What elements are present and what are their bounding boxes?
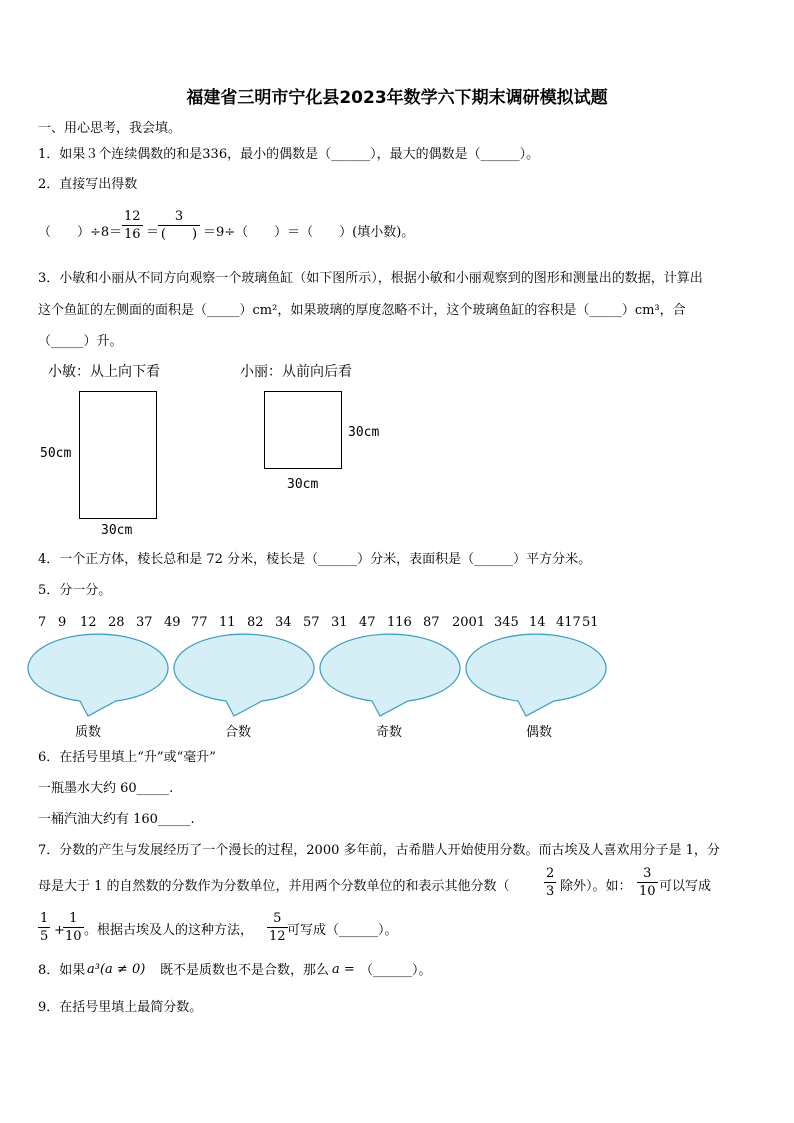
number-item: 37 (136, 615, 153, 630)
frac-den: 5 (40, 929, 49, 944)
category-prime: 质数 (75, 725, 102, 740)
number-item: 57 (303, 615, 320, 630)
top-view-height-label: 50cm (40, 446, 72, 461)
question-8-prefix: 8．如果 (38, 963, 86, 978)
number-item: 28 (108, 615, 125, 630)
number-item: 34 (275, 615, 292, 630)
xiaoli-caption: 小丽：从前向后看 (240, 364, 352, 380)
q7-fraction-3-10 (637, 867, 658, 898)
bubble-odd (320, 634, 460, 716)
number-item: 49 (164, 615, 181, 630)
q7-fraction-2-3 (544, 867, 556, 898)
frac-den: 12 (269, 929, 286, 944)
q2-frac1-den: 16 (124, 227, 141, 242)
category-even: 偶数 (526, 725, 553, 740)
number-item: 345 (494, 615, 519, 630)
q7-fraction-1-5 (38, 912, 50, 943)
frac-num: 5 (273, 911, 282, 926)
category-odd: 奇数 (376, 725, 403, 740)
question-4: 4．一个正方体，棱长总和是 72 分米，棱长是（______）分米，表面积是（______）平方分米。 (38, 552, 592, 567)
question-8-suffix: （______）。 (360, 963, 432, 978)
bubble-even (466, 634, 606, 716)
number-item: 77 (191, 615, 208, 630)
q7-fraction-1-10 (63, 912, 84, 943)
q2-part1: （ ）÷8＝ (38, 225, 123, 240)
number-item: 7 (38, 615, 47, 630)
frac-num: 3 (643, 866, 652, 881)
number-item: 2001 (452, 615, 486, 630)
frac-num: 1 (69, 911, 78, 926)
page-title: 福建省三明市宁化县2023年数学六下期末调研模拟试题 (186, 88, 608, 108)
question-9: 9．在括号里填上最简分数。 (38, 1000, 203, 1015)
question-8-expression: a³(a ≠ 0) (87, 962, 146, 977)
q2-frac1-num: 12 (124, 209, 141, 224)
q7-plus: + (54, 923, 65, 938)
q7-fraction-5-12 (267, 912, 288, 943)
q2-eq: ＝ (146, 225, 160, 240)
q2-frac2-num: 3 (174, 209, 184, 224)
question-3-line2: 这个鱼缸的左侧面的面积是（_____）cm²，如果玻璃的厚度忽略不计，这个玻璃鱼缸的容积是（_____）cm³，合 (38, 303, 686, 318)
question-7-line2b: 除外）。如： (560, 879, 632, 894)
number-item: 12 (80, 615, 97, 630)
question-6-line1: 一瓶墨水大约 60_____. (38, 781, 174, 796)
number-item: 47 (359, 615, 376, 630)
q2-part2: ＝9÷（ ）＝（ ）(填小数)。 (203, 225, 415, 240)
question-8-middle: 既不是质数也不是合数，那么 (160, 963, 330, 978)
question-7-line1: 7．分数的产生与发展经历了一个漫长的过程，2000 多年前，古希腊人开始使用分数。而古埃及人喜欢用分子是 1，分 (38, 843, 720, 858)
question-8-var: a = (332, 962, 355, 977)
xiaomin-caption: 小敏：从上向下看 (48, 364, 160, 380)
number-item: 11 (219, 615, 236, 630)
question-1: 1．如果３个连续偶数的和是336，最小的偶数是（______），最大的偶数是（______）。 (38, 147, 540, 162)
number-item: 51 (582, 615, 599, 630)
number-item: 116 (387, 615, 412, 630)
frac-num: 1 (40, 911, 49, 926)
question-3-line1: 3．小敏和小丽从不同方向观察一个玻璃鱼缸（如下图所示），根据小敏和小丽观察到的图形和测量出的数据，计算出 (38, 271, 703, 286)
question-5-label: 5．分一分。 (38, 583, 112, 598)
frac-den: 3 (546, 884, 555, 899)
question-7-line3a: 。根据古埃及人的这种方法， (84, 923, 254, 938)
number-item: 14 (529, 615, 546, 630)
question-6-line2: 一桶汽油大约有 160_____. (38, 812, 195, 827)
question-6-label: 6．在括号里填上“升”或“毫升” (38, 750, 216, 765)
top-view-width-label: 30cm (101, 523, 133, 538)
number-item: 31 (331, 615, 348, 630)
section-heading: 一、用心思考，我会填。 (38, 121, 182, 136)
question-3-line3: （_____）升。 (38, 334, 123, 349)
bubble-composite (174, 634, 314, 716)
number-item: 87 (423, 615, 440, 630)
question-2-label: 2．直接写出得数 (38, 177, 138, 192)
question-7-line3b: 可写成（______）。 (287, 923, 398, 938)
number-item: 9 (58, 615, 67, 630)
category-composite: 合数 (225, 725, 252, 740)
front-view-height-label: 30cm (348, 425, 380, 440)
frac-num: 2 (546, 866, 555, 881)
bubble-prime (28, 634, 168, 716)
frac-den: 10 (65, 929, 82, 944)
question-7-line2c: 可以写成 (659, 879, 712, 894)
frac-den: 10 (639, 884, 656, 899)
number-item: 417 (556, 615, 581, 630)
number-item: 82 (247, 615, 264, 630)
question-7-line2a: 母是大于 1 的自然数的分数作为分数单位，并用两个分数单位的和表示其他分数（ (38, 879, 510, 894)
q2-frac2-den: ( ) (160, 227, 198, 242)
front-view-width-label: 30cm (287, 477, 319, 492)
